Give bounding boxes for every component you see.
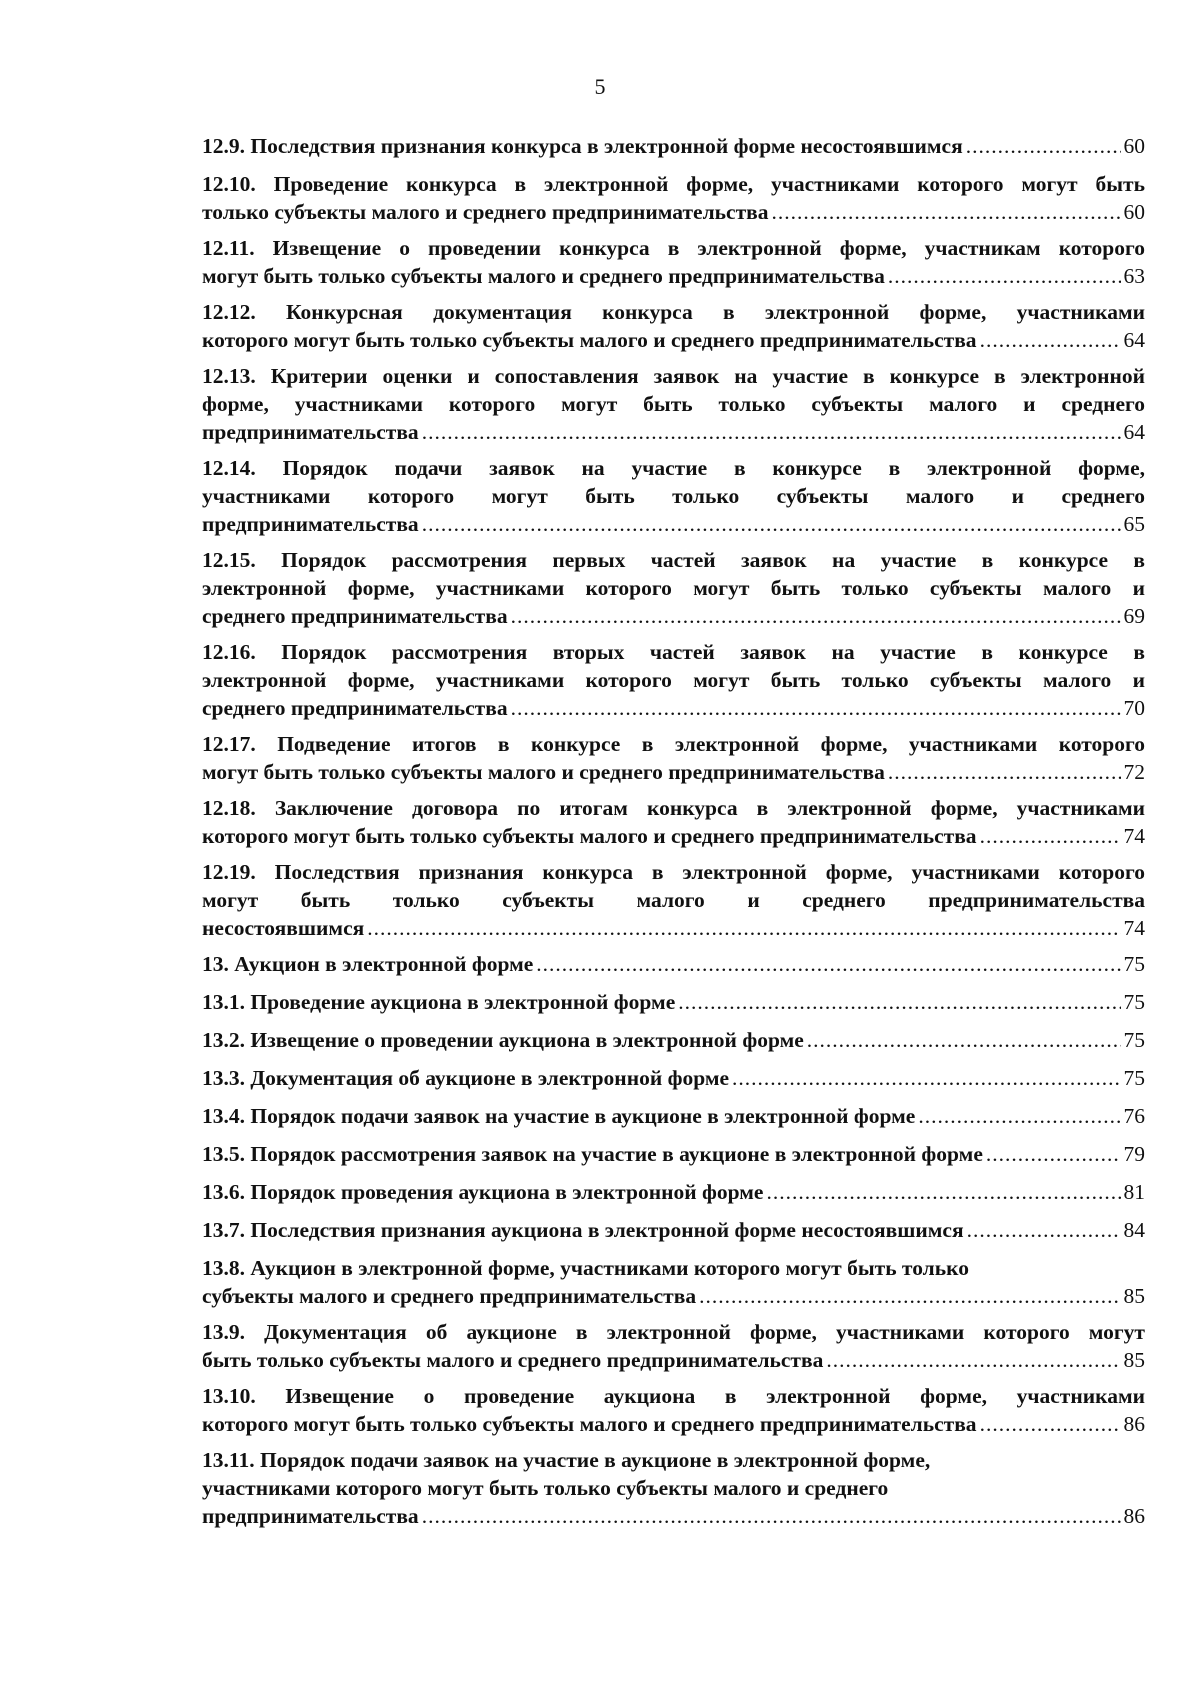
dot-leader [966,132,1121,160]
toc-entry[interactable] [202,794,1145,850]
toc-page-number: 74 [1123,916,1145,940]
toc-entry-text [202,1446,1145,1530]
toc-entry-line: 12.10. Проведение конкурса в электронной форме, участниками которого могут быть [202,172,1145,196]
toc-page-number: 65 [1123,512,1145,536]
toc-entry[interactable] [202,638,1145,722]
toc-entry[interactable] [202,730,1145,786]
table-of-contents [202,132,1145,1538]
toc-entry-last-line [202,914,1145,942]
dot-leader [967,1216,1121,1244]
toc-entry-line: предпринимательства [202,1504,419,1528]
toc-page-number: 63 [1123,264,1145,288]
toc-page-number: 64 [1123,420,1145,444]
toc-entry-line: 13. Аукцион в электронной форме [202,952,534,976]
toc-entry[interactable] [202,132,1145,160]
toc-page-number: 81 [1123,1180,1145,1204]
toc-entry[interactable] [202,546,1145,630]
toc-entry-text [202,234,1145,290]
toc-entry-line: 12.12. Конкурсная документация конкурса в электронной форме, участниками [202,300,1145,324]
dot-leader [422,418,1121,446]
toc-entry-last-line [202,132,1145,160]
toc-page-number: 86 [1123,1412,1145,1436]
toc-entry[interactable] [202,1140,1145,1168]
toc-entry-line: 13.5. Порядок рассмотрения заявок на участие в аукционе в электронной форме [202,1142,983,1166]
toc-entry[interactable] [202,1382,1145,1438]
toc-entry[interactable] [202,298,1145,354]
toc-entry-line: могут быть только субъекты малого и среднего предпринимательства [202,760,885,784]
toc-entry-line: которого могут быть только субъекты малого и среднего предпринимательства [202,1412,977,1436]
toc-entry[interactable] [202,1178,1145,1206]
toc-entry[interactable] [202,234,1145,290]
dot-leader [536,950,1120,978]
dot-leader [980,822,1121,850]
toc-entry-line: 12.16. Порядок рассмотрения вторых частей заявок на участие в конкурсе в [202,640,1145,664]
toc-entry-line: предпринимательства [202,420,419,444]
toc-entry-last-line [202,988,1145,1016]
toc-entry[interactable] [202,1102,1145,1130]
toc-entry-line: 12.14. Порядок подачи заявок на участие в конкурсе в электронной форме, [202,456,1145,480]
toc-page-number: 72 [1123,760,1145,784]
toc-entry-line: 13.10. Извещение о проведение аукциона в электронной форме, участниками [202,1384,1145,1408]
toc-page-number: 79 [1123,1142,1145,1166]
toc-entry-last-line [202,602,1145,630]
toc-entry-line: 12.13. Критерии оценки и сопоставления заявок на участие в конкурсе в электронной [202,364,1145,388]
toc-page-number: 69 [1123,604,1145,628]
toc-entry-last-line [202,1178,1145,1206]
toc-entry[interactable] [202,950,1145,978]
toc-page-number: 75 [1123,1066,1145,1090]
toc-entry[interactable] [202,988,1145,1016]
toc-entry-text [202,950,1145,978]
toc-entry-line: 12.18. Заключение договора по итогам конкурса в электронной форме, участниками [202,796,1145,820]
toc-entry-last-line [202,510,1145,538]
dot-leader [511,602,1121,630]
toc-entry-last-line [202,1502,1145,1530]
toc-entry-line: среднего предпринимательства [202,604,508,628]
dot-leader [807,1026,1121,1054]
toc-entry-last-line [202,262,1145,290]
toc-entry-line: форме, участниками которого могут быть только субъекты малого и среднего [202,392,1145,416]
toc-entry-line: несостоявшимся [202,916,365,940]
toc-entry-line: 12.15. Порядок рассмотрения первых частей заявок на участие в конкурсе в [202,548,1145,572]
dot-leader [986,1140,1121,1168]
toc-page-number: 70 [1123,696,1145,720]
toc-entry[interactable] [202,1446,1145,1530]
toc-entry-text [202,546,1145,630]
toc-entry-text [202,1216,1145,1244]
toc-entry-text [202,794,1145,850]
toc-entry[interactable] [202,170,1145,226]
toc-entry-text [202,638,1145,722]
toc-page-number: 75 [1123,952,1145,976]
dot-leader [888,758,1121,786]
toc-entry-last-line [202,694,1145,722]
dot-leader [772,198,1121,226]
toc-entry-text [202,1026,1145,1054]
toc-entry[interactable] [202,362,1145,446]
toc-entry-line: предпринимательства [202,512,419,536]
toc-entry-text [202,362,1145,446]
toc-page-number: 75 [1123,990,1145,1014]
toc-entry-line: 13.1. Проведение аукциона в электронной форме [202,990,676,1014]
toc-entry-line: 13.3. Документация об аукционе в электронной форме [202,1066,730,1090]
toc-entry-text [202,132,1145,160]
toc-entry-line: могут быть только субъекты малого и среднего предпринимательства [202,264,885,288]
toc-entry[interactable] [202,1318,1145,1374]
toc-page-number: 60 [1123,134,1145,158]
toc-entry-line: 13.2. Извещение о проведении аукциона в электронной форме [202,1028,804,1052]
page-number: 5 [594,74,606,99]
toc-entry-text [202,1254,1145,1310]
toc-entry-last-line [202,326,1145,354]
toc-page-number: 85 [1123,1348,1145,1372]
toc-entry-last-line [202,1026,1145,1054]
dot-leader [888,262,1121,290]
toc-entry-last-line [202,758,1145,786]
toc-entry-line: 13.7. Последствия признания аукциона в электронной форме несостоявшимся [202,1218,964,1242]
toc-entry-text [202,730,1145,786]
toc-entry[interactable] [202,1026,1145,1054]
toc-entry-text [202,858,1145,942]
toc-entry-line: 12.17. Подведение итогов в конкурсе в электронной форме, участниками которого [202,732,1145,756]
toc-entry-text [202,1102,1145,1130]
toc-entry[interactable] [202,1064,1145,1092]
toc-page-number: 64 [1123,328,1145,352]
toc-entry-line: только субъекты малого и среднего предпринимательства [202,200,769,224]
toc-page-number: 76 [1123,1104,1145,1128]
toc-entry-line: 13.11. Порядок подачи заявок на участие в аукционе в электронной форме, [202,1448,931,1472]
toc-entry-text [202,298,1145,354]
toc-entry-last-line [202,1410,1145,1438]
dot-leader [980,326,1121,354]
dot-leader [367,914,1120,942]
dot-leader [678,988,1120,1016]
dot-leader [918,1102,1120,1130]
dot-leader [422,510,1121,538]
toc-entry-text [202,1382,1145,1438]
toc-entry-line: участниками которого могут быть только субъекты малого и среднего [202,484,1145,508]
toc-entry-last-line [202,1282,1145,1310]
toc-entry-last-line [202,1346,1145,1374]
toc-entry[interactable] [202,1216,1145,1244]
toc-entry-line: электронной форме, участниками которого могут быть только субъекты малого и [202,668,1145,692]
toc-entry-text [202,170,1145,226]
toc-page-number: 85 [1123,1284,1145,1308]
dot-leader [980,1410,1121,1438]
toc-page-number: 84 [1123,1218,1145,1242]
dot-leader [511,694,1121,722]
dot-leader [732,1064,1120,1092]
toc-entry-last-line [202,1140,1145,1168]
toc-page-number: 60 [1123,200,1145,224]
toc-entry[interactable] [202,1254,1145,1310]
toc-entry-line: которого могут быть только субъекты малого и среднего предпринимательства [202,824,977,848]
toc-entry-text [202,1140,1145,1168]
dot-leader [826,1346,1120,1374]
toc-entry-line: 13.6. Порядок проведения аукциона в электронной форме [202,1180,764,1204]
toc-entry-line: быть только субъекты малого и среднего предпринимательства [202,1348,824,1372]
toc-entry-line: электронной форме, участниками которого могут быть только субъекты малого и [202,576,1145,600]
toc-entry-line: 12.9. Последствия признания конкурса в электронной форме несостоявшимся [202,134,963,158]
dot-leader [699,1282,1120,1310]
toc-entry-line: которого могут быть только субъекты малого и среднего предпринимательства [202,328,977,352]
toc-entry-line: могут быть только субъекты малого и среднего предпринимательства [202,888,1145,912]
toc-entry-line: 13.4. Порядок подачи заявок на участие в аукционе в электронной форме [202,1104,916,1128]
toc-entry-line: 13.8. Аукцион в электронной форме, участниками которого могут быть только [202,1256,969,1280]
toc-entry[interactable] [202,858,1145,942]
dot-leader [422,1502,1121,1530]
toc-entry-text [202,454,1145,538]
toc-entry-line: 12.19. Последствия признания конкурса в электронной форме, участниками которого [202,860,1145,884]
dot-leader [766,1178,1120,1206]
toc-entry-text [202,1318,1145,1374]
toc-entry-last-line [202,1102,1145,1130]
toc-entry-line: 13.9. Документация об аукционе в электронной форме, участниками которого могут [202,1320,1145,1344]
toc-entry-last-line [202,1064,1145,1092]
toc-entry[interactable] [202,454,1145,538]
toc-entry-text [202,988,1145,1016]
toc-entry-last-line [202,822,1145,850]
toc-entry-last-line [202,198,1145,226]
toc-entry-text [202,1178,1145,1206]
toc-entry-line: субъекты малого и среднего предпринимательства [202,1284,697,1308]
toc-entry-last-line [202,418,1145,446]
toc-entry-last-line [202,950,1145,978]
toc-page-number: 86 [1123,1504,1145,1528]
toc-page-number: 74 [1123,824,1145,848]
toc-entry-last-line [202,1216,1145,1244]
toc-entry-line: среднего предпринимательства [202,696,508,720]
toc-entry-text [202,1064,1145,1092]
toc-entry-line: участниками которого могут быть только субъекты малого и среднего [202,1476,889,1500]
toc-page-number: 75 [1123,1028,1145,1052]
toc-entry-line: 12.11. Извещение о проведении конкурса в электронной форме, участникам которого [202,236,1145,260]
